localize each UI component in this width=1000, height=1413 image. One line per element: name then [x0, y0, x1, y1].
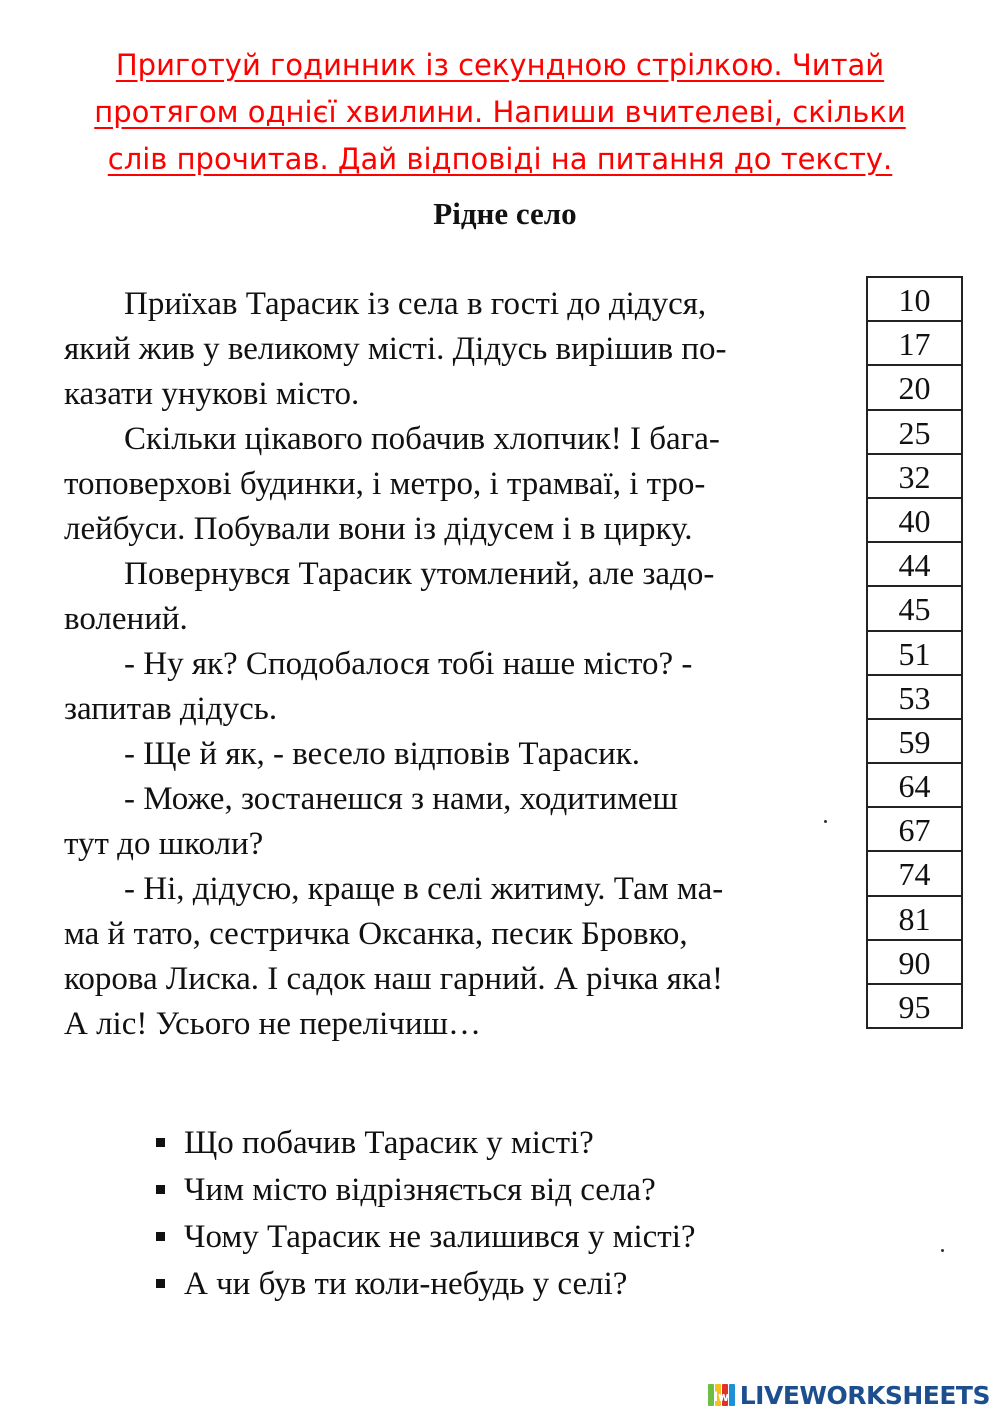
word-count-cell: 44 [868, 541, 961, 585]
word-count-cell: 45 [868, 585, 961, 629]
word-count-cell: 40 [868, 497, 961, 541]
word-count-column [866, 276, 963, 1029]
story-line: - Ні, дідусю, краще в селі житиму. Там ма- [124, 871, 724, 907]
question-text: Що побачив Тарасик у місті? [184, 1125, 594, 1161]
logo-letters: lw [713, 1390, 729, 1404]
word-count-cell: 95 [868, 983, 961, 1027]
liveworksheets-logo-icon [707, 1382, 737, 1408]
bullet-icon [156, 1138, 165, 1147]
word-count-cell: 51 [868, 630, 961, 674]
scan-dot [824, 820, 827, 823]
question-item [156, 1261, 696, 1308]
word-count-cell: 25 [868, 409, 961, 453]
word-count-cell: 74 [868, 850, 961, 894]
word-count-cell: 81 [868, 895, 961, 939]
story-line: лейбуси. Побували вони із дідусем і в цирку. [64, 511, 693, 547]
word-count-cell: 67 [868, 806, 961, 850]
word-count-cell: 64 [868, 762, 961, 806]
instruction-line: Приготуй годинник із секундною стрілкою. Читай [115, 48, 885, 82]
instruction-text [40, 42, 960, 183]
story-line: топоверхові будинки, і метро, і трамваї, і тро- [64, 466, 706, 502]
instruction-line: протягом однієї хвилини. Напиши вчителеві, скільки [94, 95, 906, 129]
story-line: Повернувся Тарасик утомлений, але задо- [124, 556, 715, 592]
question-item [156, 1167, 696, 1214]
brand-name: LIVEWORKSHEETS [739, 1380, 990, 1410]
story-line: Скільки цікавого побачив хлопчик! І бага- [124, 421, 720, 457]
word-count-cell: 17 [868, 320, 961, 364]
scan-dot [941, 1249, 944, 1252]
question-text: Чому Тарасик не залишився у місті? [184, 1219, 696, 1255]
bullet-icon [156, 1279, 165, 1288]
story-line: А ліс! Усього не перелічиш… [64, 1006, 481, 1042]
question-item [156, 1120, 696, 1167]
word-count-cell: 53 [868, 674, 961, 718]
word-count-cell: 20 [868, 364, 961, 408]
word-count-cell: 90 [868, 939, 961, 983]
question-text: А чи був ти коли-небудь у селі? [184, 1266, 628, 1302]
word-count-cell: 59 [868, 718, 961, 762]
word-count-cell: 32 [868, 453, 961, 497]
story-line: запитав дідусь. [64, 691, 278, 727]
questions-list [156, 1120, 696, 1308]
bullet-icon [156, 1185, 165, 1194]
instruction-line: слів прочитав. Дай відповіді на питання до тексту. [107, 142, 893, 176]
story-line: корова Лиска. І садок наш гарний. А річка яка! [64, 961, 724, 997]
brand-footer [707, 1380, 990, 1410]
story-line: який жив у великому місті. Дідусь вирішив по- [64, 331, 727, 367]
question-text: Чим місто відрізняється від села? [184, 1172, 656, 1208]
bullet-icon [156, 1232, 165, 1241]
story-line: - Може, зостанешся з нами, ходитимеш [124, 781, 678, 817]
question-item [156, 1214, 696, 1261]
story-title: Рідне село [433, 196, 577, 231]
word-count-cell: 10 [868, 276, 961, 320]
story-line: - Ну як? Сподобалося тобі наше місто? - [124, 646, 693, 682]
story-text [64, 282, 854, 1047]
story-line: тут до школи? [64, 826, 264, 862]
story-line: - Ще й як, - весело відповів Тарасик. [124, 736, 641, 772]
story-line: ма й тато, сестричка Оксанка, песик Бровко, [64, 916, 688, 952]
story-line: Приїхав Тарасик із села в гості до дідуся, [124, 286, 707, 322]
story-line: волений. [64, 601, 188, 637]
story-line: казати унукові місто. [64, 376, 360, 412]
